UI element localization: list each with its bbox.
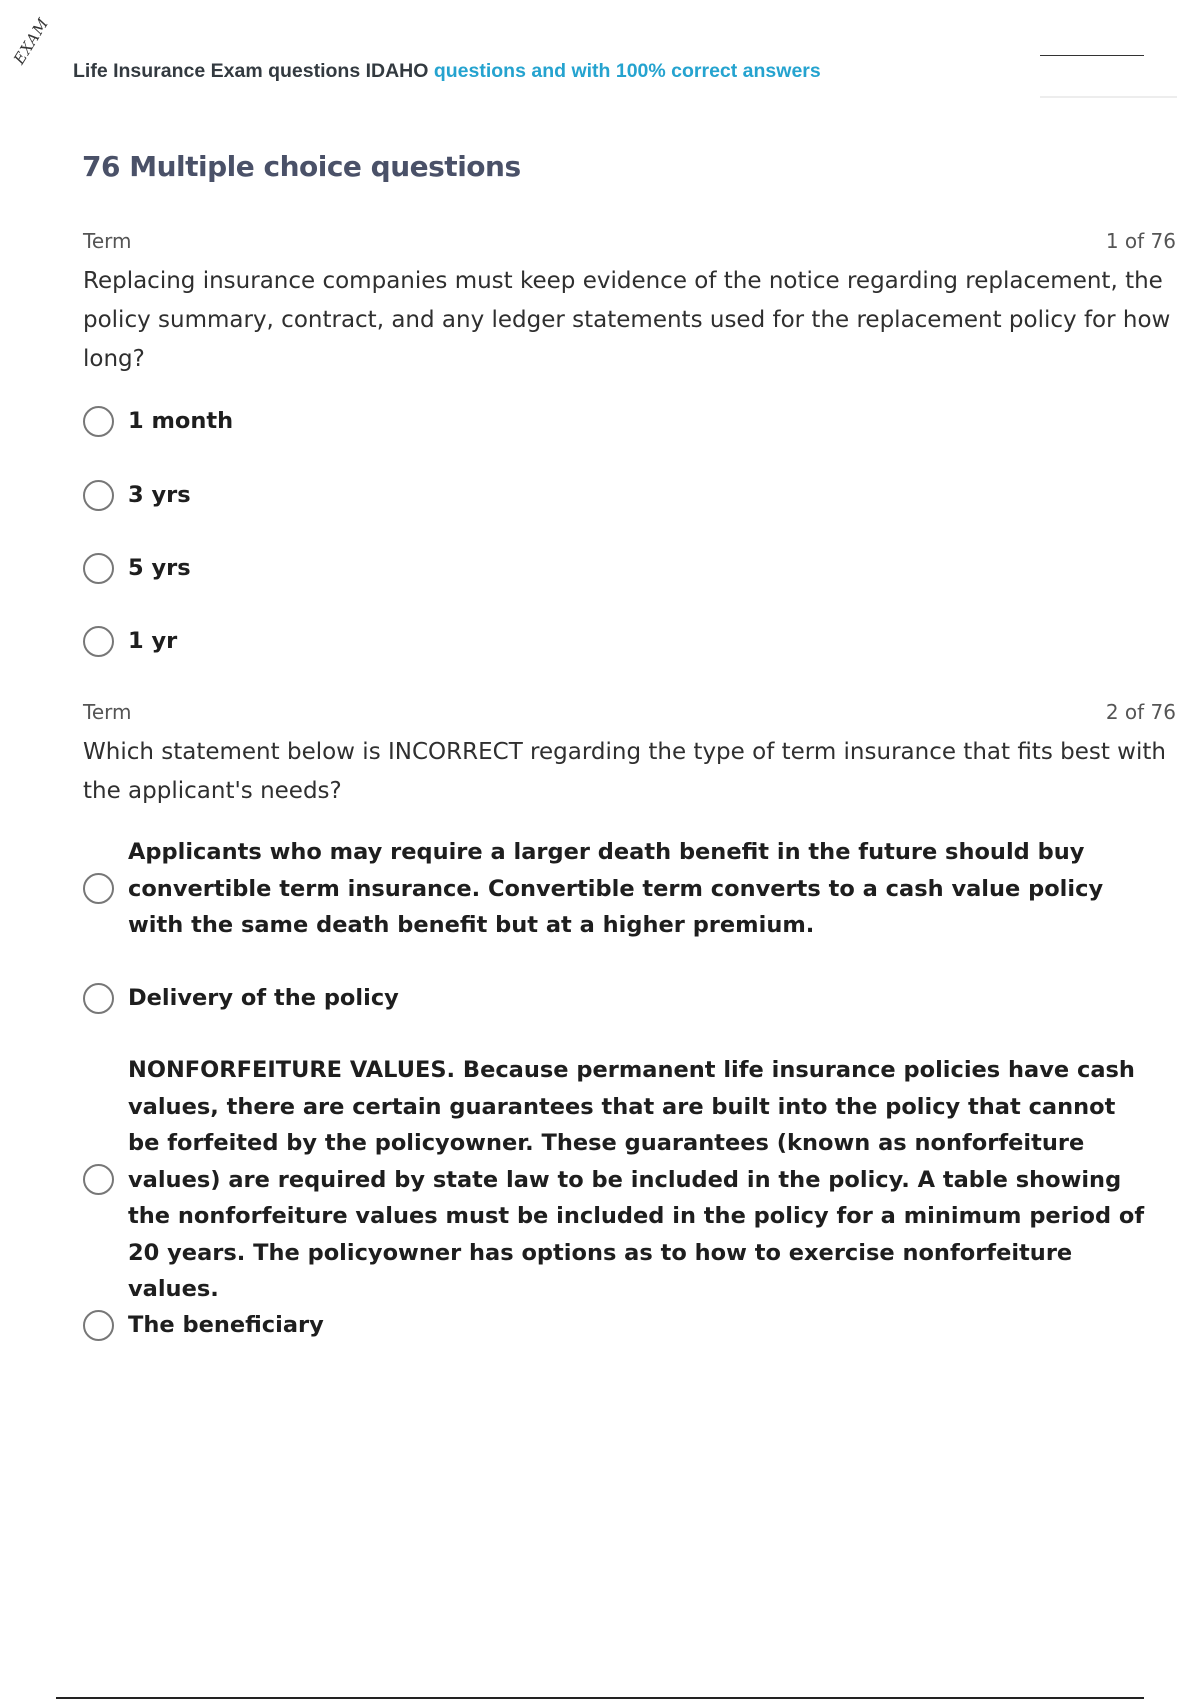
question-1-counter: 1 of 76 <box>1105 229 1176 253</box>
radio-button[interactable] <box>83 480 114 511</box>
question-2-counter: 2 of 76 <box>1105 700 1176 724</box>
question-1-option-4[interactable] <box>83 623 1153 660</box>
question-2-option-4[interactable] <box>83 1307 1153 1344</box>
radio-button[interactable] <box>83 1164 114 1195</box>
radio-button[interactable] <box>83 553 114 584</box>
footer-rule <box>56 1697 1144 1699</box>
option-label: Applicants who may require a larger death benefit in the future should buy convertible term insurance. Convertible term converts to a cash value policy with the same death benefit but at a higher premium. <box>128 839 1104 938</box>
radio-button[interactable] <box>83 873 114 904</box>
question-2-option-3[interactable] <box>83 1052 1153 1308</box>
radio-button[interactable] <box>83 626 114 657</box>
option-label: Delivery of the policy <box>128 985 399 1011</box>
exam-watermark: EXAM <box>10 14 53 68</box>
question-1-option-3[interactable] <box>83 550 1153 587</box>
option-label: 1 yr <box>128 628 178 654</box>
question-1-text: Replacing insurance companies must keep evidence of the notice regarding replacement, the policy summary, contract, and any ledger statements used for the replacement policy for how long? <box>83 268 1171 372</box>
header-rule <box>1040 55 1144 56</box>
question-1-option-1[interactable] <box>83 403 1153 440</box>
radio-button[interactable] <box>83 1310 114 1341</box>
option-label: 5 yrs <box>128 555 191 581</box>
option-label: 1 month <box>128 408 234 434</box>
question-1-label: Term <box>83 229 132 253</box>
section-title: 76 Multiple choice questions <box>82 150 521 183</box>
header-rule-faint <box>1040 96 1177 98</box>
radio-button[interactable] <box>83 983 114 1014</box>
header-title-main: Life Insurance Exam questions IDAHO <box>73 60 429 82</box>
question-2-option-2[interactable] <box>83 980 1153 1017</box>
question-2-option-1[interactable] <box>83 834 1153 944</box>
option-label: NONFORFEITURE VALUES. Because permanent life insurance policies have cash values, there are certain guarantees that are built into the policy that cannot be forfeited by the policyowner. These guarantees (known as nonforfeiture values) are required by state law to be included in the policy. A table showing the nonforfeiture values must be included in the policy for a minimum period of 20 years. The policyowner has options as to how to exercise nonforfeiture values. <box>128 1057 1145 1302</box>
radio-button[interactable] <box>83 406 114 437</box>
header-title-accent: questions and with 100% correct answers <box>433 60 821 82</box>
option-label: 3 yrs <box>128 482 191 508</box>
question-2-text: Which statement below is INCORRECT regarding the type of term insurance that fits best with the applicant's needs? <box>83 739 1166 804</box>
document-header <box>73 60 821 83</box>
option-label: The beneficiary <box>128 1312 324 1338</box>
question-2-label: Term <box>83 700 132 724</box>
question-1-option-2[interactable] <box>83 477 1153 514</box>
